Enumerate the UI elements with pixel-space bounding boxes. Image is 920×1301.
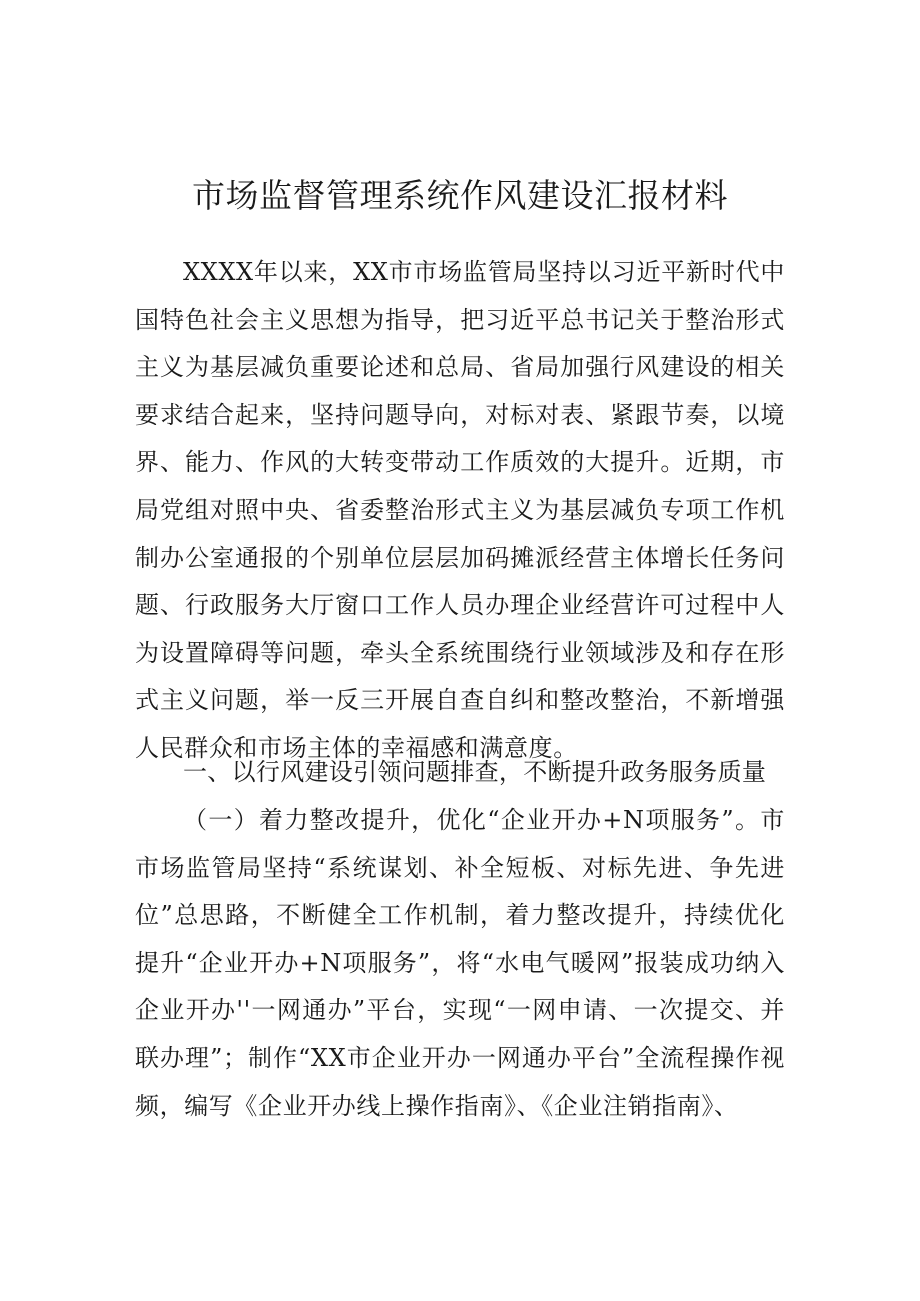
document-title: 市场监督管理系统作风建设汇报材料	[192, 176, 728, 215]
subsection-paragraph: （一）着力整改提升，优化“企业开办+N项服务”。市市场监管局坚持“系统谋划、补全短板、对标先进、争先进位”总思路，不断健全工作机制，着力整改提升，持续优化提升“企业开办+N项服务”，将“水电气暖网”报装成功纳入企业开办''一网通办”平台，实现“一网申请、一次提交、并联办理”；制作“XX市企业开办一网通办平台”全流程操作视频，编写《企业开办线上操作指南》、《企业注销指南》、	[135, 806, 785, 1120]
intro-paragraph: XXXX年以来，XX市市场监管局坚持以习近平新时代中国特色社会主义思想为指导，把习近平总书记关于整治形式主义为基层减负重要论述和总局、省局加强行风建设的相关要求结合起来，坚持问题导向，对标对表、紧跟节奏，以境界、能力、作风的大转变带动工作质效的大提升。近期，市局党组对照中央、省委整治形式主义为基层减负专项工作机制办公室通报的个别单位层层加码摊派经营主体增长任务问题、行政服务大厅窗口工作人员办理企业经营许可过程中人为设置障碍等问题，牵头全系统围绕行业领域涉及和存在形式主义问题，举一反三开展自查自纠和整改整治，不新增强人民群众和市场主体的幸福感和满意度。	[135, 258, 785, 762]
section-heading: 一、以行风建设引领问题排查，不断提升政务服务质量	[183, 758, 767, 786]
